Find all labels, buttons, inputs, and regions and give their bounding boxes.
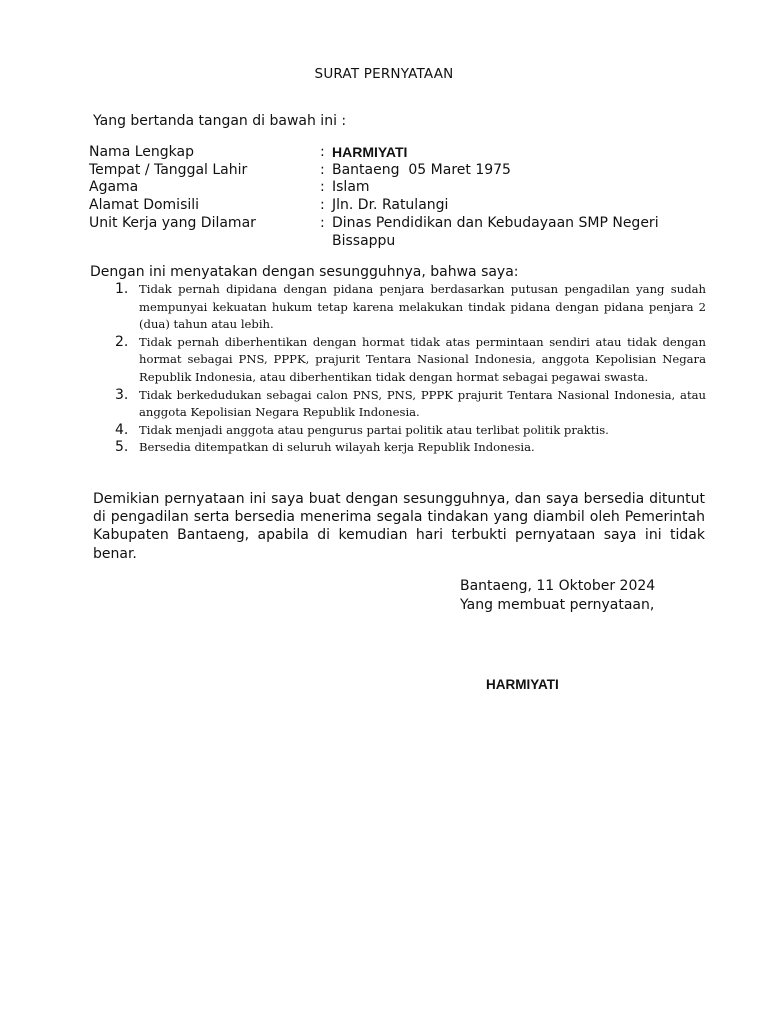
statement-list	[110, 281, 706, 457]
identity-value: Dinas Pendidikan dan Kebudayaan SMP Negeri Bissappu	[332, 214, 659, 249]
identity-row-unit	[89, 215, 709, 250]
identity-table	[89, 144, 709, 250]
list-item	[110, 439, 706, 457]
statement-lead: Dengan ini menyatakan dengan sesungguhnya, bahwa saya:	[90, 264, 519, 280]
list-item	[110, 334, 706, 387]
identity-row-name	[89, 144, 709, 162]
list-text: Tidak pernah diberhentikan dengan hormat tidak atas permintaan sendiri atau tidak dengan hormat sebagai PNS, PPPK, prajurit Tentara Nasional Indonesia, anggota Kepolisian Negara Republik Indonesia, atau diberhentikan tidak dengan hormat sebagai pegawai swasta.	[139, 334, 706, 384]
signature-place-date: Bantaeng, 11 Oktober 2024	[460, 578, 656, 594]
identity-value: Jln. Dr. Ratulangi	[332, 197, 449, 214]
list-item	[110, 387, 706, 422]
identity-label: Unit Kerja yang Dilamar	[89, 214, 256, 231]
closing-paragraph: Demikian pernyataan ini saya buat dengan sesungguhnya, dan saya bersedia dituntut di pengadilan serta bersedia menerima segala tindakan yang diambil oleh Pemerintah Kabupaten Bantaeng, apabila di kemudian hari terbukti pernyataan saya ini tidak benar.	[93, 491, 705, 562]
identity-row-religion	[89, 179, 709, 197]
identity-value: Islam	[332, 179, 370, 196]
list-item	[110, 422, 706, 440]
identity-row-birth	[89, 162, 709, 180]
list-item	[110, 281, 706, 334]
identity-label: Tempat / Tanggal Lahir	[89, 161, 248, 178]
list-number: 2.	[115, 333, 129, 350]
list-number: 1.	[115, 281, 129, 297]
list-number: 5.	[115, 439, 129, 456]
signature-block	[460, 577, 655, 614]
identity-colon: :	[320, 197, 325, 214]
list-text: Tidak berkedudukan sebagai calon PNS, PNS, PPPK prajurit Tentara Nasional Indonesia, atau anggota Kepolisian Negara Republik Indonesia.	[139, 387, 706, 420]
identity-value: Bantaeng 05 Maret 1975	[332, 161, 511, 178]
identity-colon: :	[320, 161, 325, 178]
identity-colon: :	[320, 179, 325, 196]
list-text: Bersedia ditempatkan di seluruh wilayah kerja Republik Indonesia.	[139, 440, 535, 455]
identity-row-address	[89, 197, 709, 215]
signature-role: Yang membuat pernyataan,	[460, 596, 655, 613]
identity-colon: :	[320, 214, 325, 231]
identity-label: Agama	[89, 179, 139, 196]
identity-label: Nama Lengkap	[89, 144, 194, 160]
signature-name: HARMIYATI	[486, 677, 559, 692]
identity-colon: :	[320, 144, 325, 160]
identity-label: Alamat Domisili	[89, 197, 200, 214]
list-number: 4.	[115, 421, 129, 438]
intro-text: Yang bertanda tangan di bawah ini :	[93, 113, 347, 129]
list-text: Tidak pernah dipidana dengan pidana penjara berdasarkan putusan pengadilan yang sudah mempunyai kekuatan hukum tetap karena melakukan tindak pidana dengan pidana penjara 2 (dua) tahun atau lebih.	[139, 282, 706, 332]
document-title: SURAT PERNYATAAN	[314, 66, 454, 82]
list-text: Tidak menjadi anggota atau pengurus partai politik atau terlibat politik praktis.	[139, 422, 609, 437]
identity-value: HARMIYATI	[332, 144, 408, 160]
list-number: 3.	[115, 386, 129, 403]
